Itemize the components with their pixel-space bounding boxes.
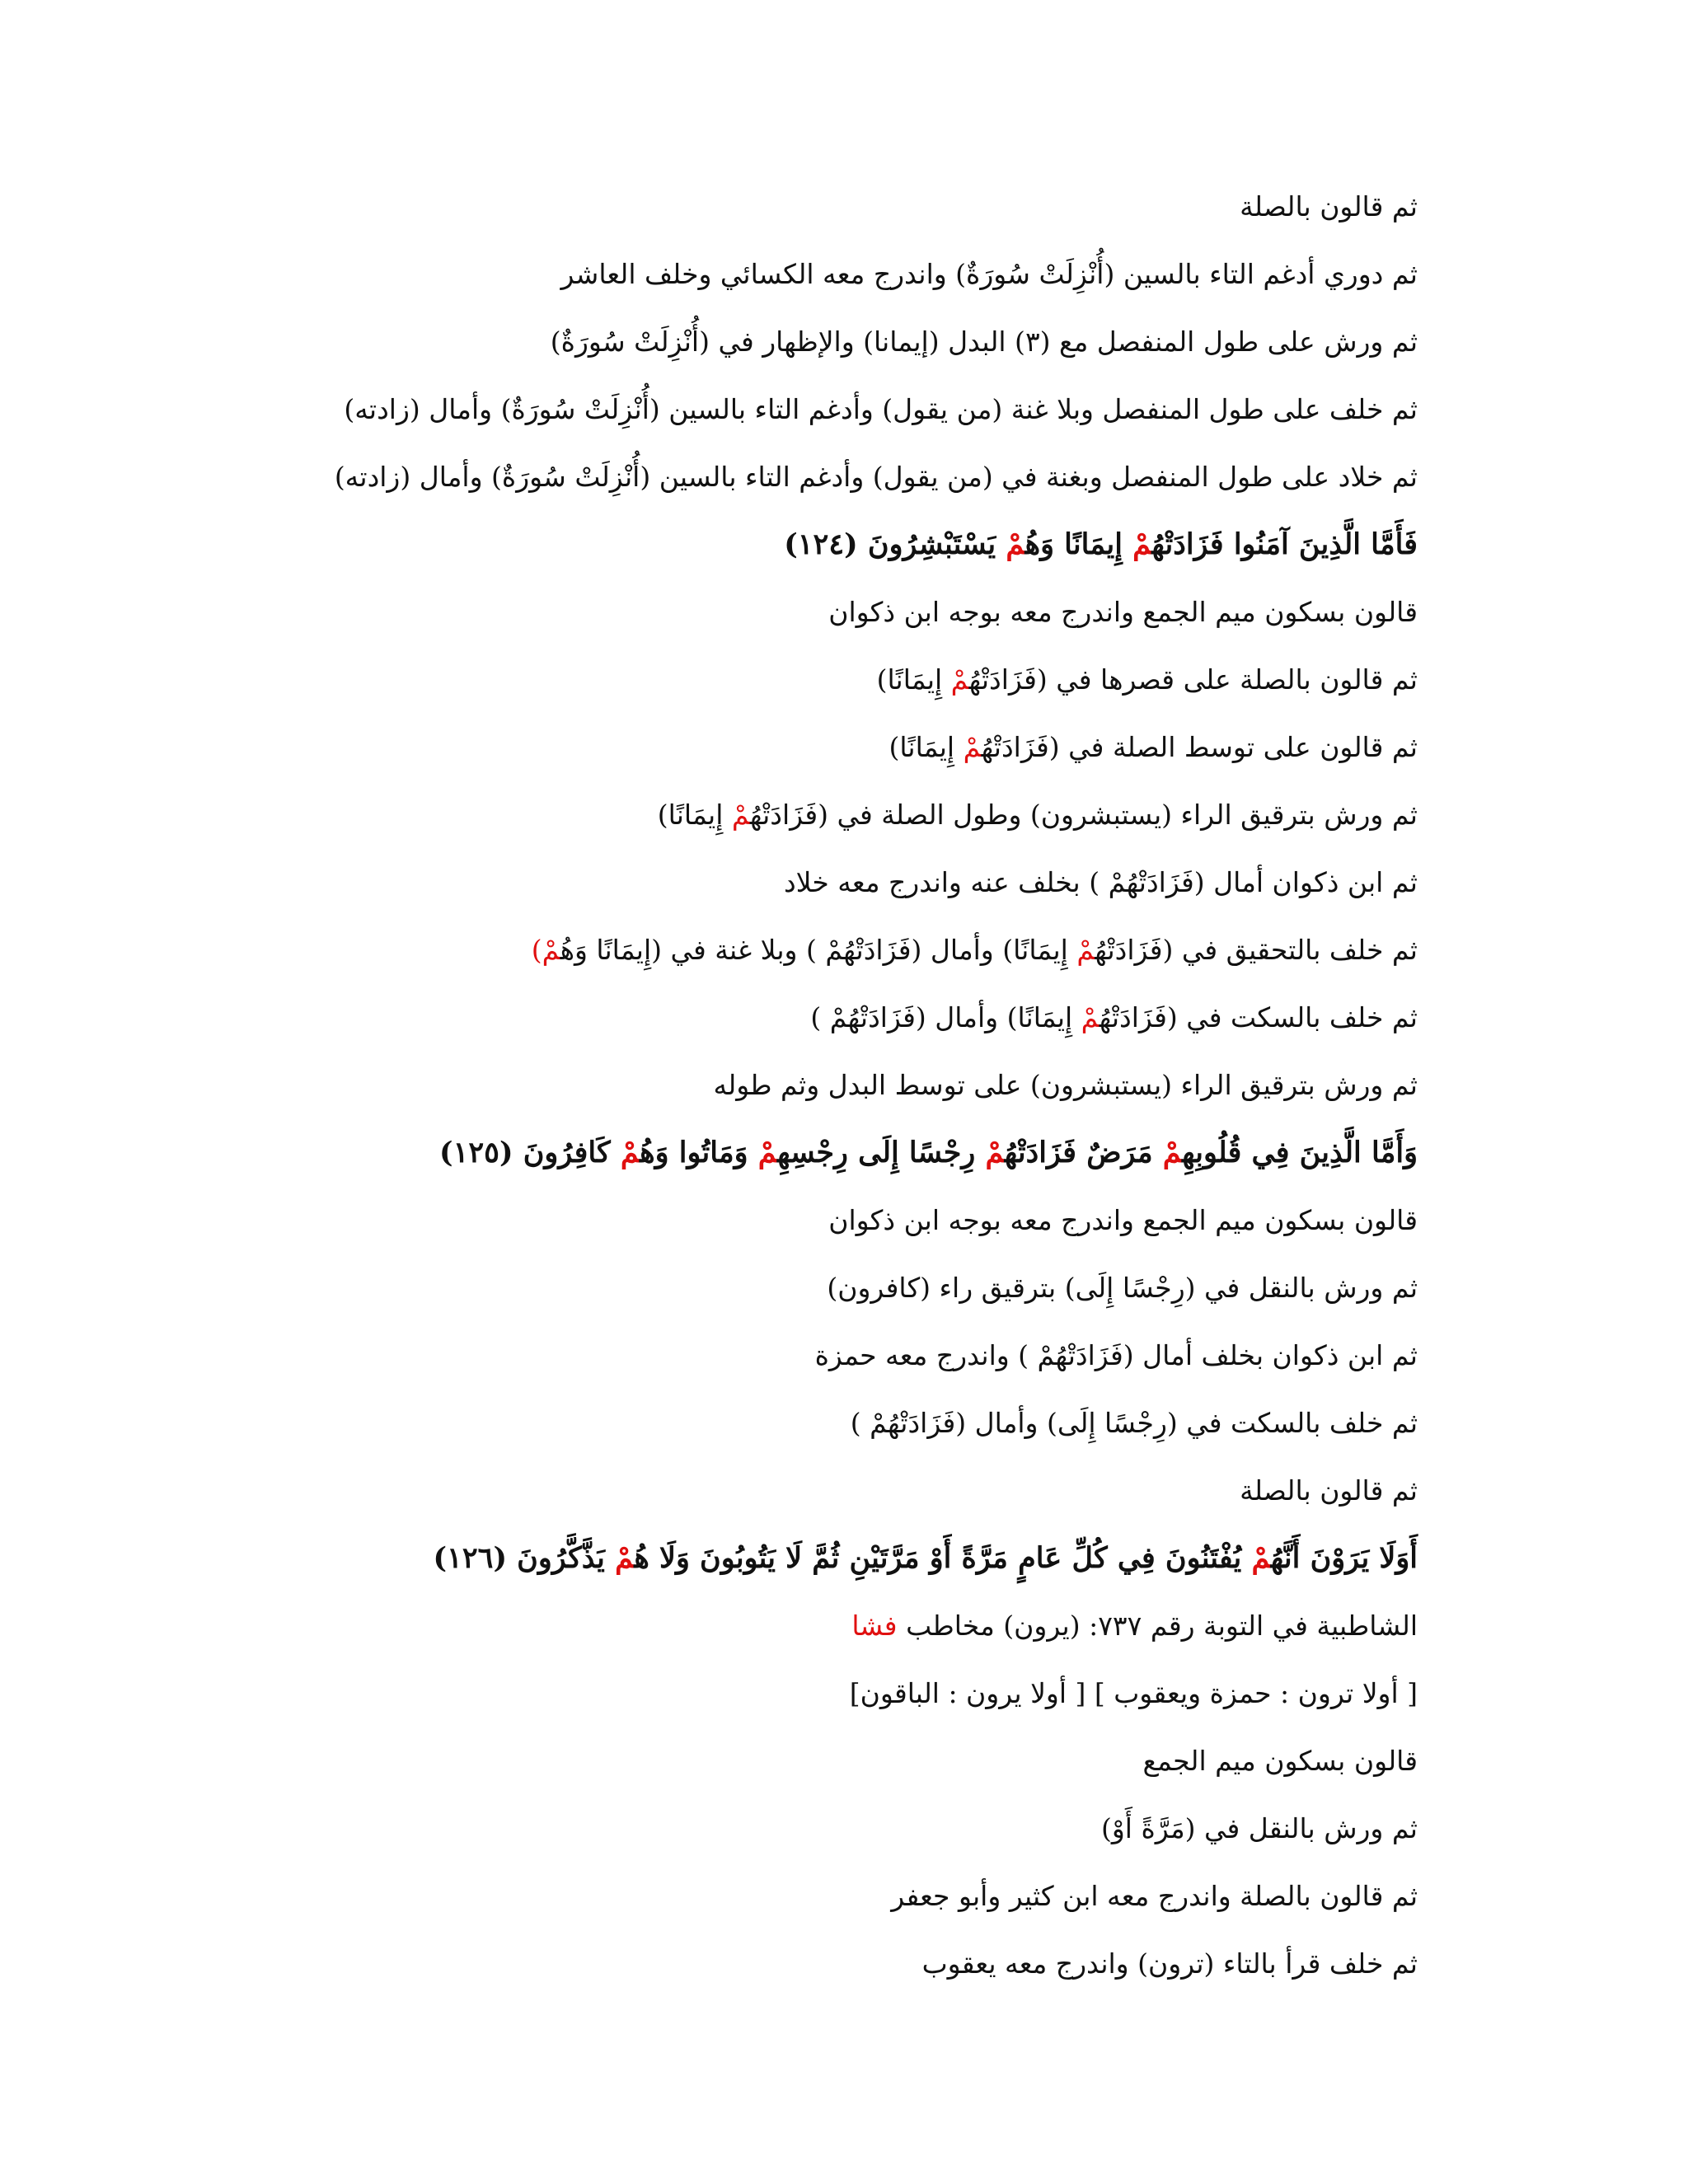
verse-line — [439, 1119, 1418, 1187]
text-segment: ثم قالون بالصلة — [1240, 1474, 1418, 1507]
text-segment: ثم قالون بالصلة — [1240, 190, 1418, 223]
text-line — [462, 1254, 1418, 1322]
text-segment: ثم ورش على طول المنفصل مع (٣) البدل (إيمانا) والإظهار في (أُنْزِلَتْ سُورَةٌ) — [550, 326, 1418, 358]
text-line — [462, 781, 1418, 849]
text-segment: ثم قالون بالصلة واندرج معه ابن كثير وأبو جعفر — [891, 1880, 1418, 1912]
text-segment: وَأَمَّا الَّذِينَ فِي قُلُوبِهِ — [1182, 1136, 1418, 1169]
text-segment: ثم ورش بالنقل في (رِجْسًا إِلَى) بترقيق راء (كافرون) — [827, 1272, 1418, 1304]
highlighted-segment: مْ — [1076, 934, 1095, 966]
text-segment: الشاطبية في التوبة رقم ٧٣٧: (يرون) مخاطب — [897, 1610, 1418, 1642]
text-line — [462, 308, 1418, 376]
text-line — [344, 376, 1418, 443]
text-line — [462, 1863, 1418, 1930]
text-segment: أَوَلَا يَرَوْنَ أَنَّهُ — [1270, 1541, 1418, 1575]
text-line — [462, 1457, 1418, 1525]
highlighted-segment: مْ) — [531, 934, 560, 966]
text-segment: إِيمَانًا) — [876, 663, 951, 696]
text-segment: ثم خلف قرأ بالتاء (ترون) واندرج معه يعقوب — [921, 1947, 1418, 1980]
text-segment: يَسْتَبْشِرُونَ (١٢٤) — [784, 527, 1006, 561]
highlighted-segment: مْ — [731, 799, 750, 831]
text-segment: ثم خلف بالتحقيق في (فَزَادَتْهُ — [1095, 934, 1418, 966]
highlighted-segment: مْ — [1162, 1136, 1183, 1169]
text-line — [462, 849, 1418, 916]
text-line — [462, 1322, 1418, 1390]
text-line — [462, 1930, 1418, 1998]
text-line — [462, 1795, 1418, 1863]
text-segment: رِجْسًا إِلَى رِجْسِهِ — [777, 1136, 986, 1169]
text-segment: فَأَمَّا الَّذِينَ آمَنُوا فَزَادَتْهُ — [1151, 527, 1418, 561]
text-segment: إِيمَانًا) — [889, 731, 964, 763]
text-segment: ثم خلف بالسكت في (فَزَادَتْهُ — [1099, 1001, 1418, 1033]
text-segment: ثم ورش بترقيق الراء (يستبشرون) وطول الصلة في (فَزَادَتْهُ — [749, 799, 1418, 831]
text-segment: ثم قالون بالصلة على قصرها في (فَزَادَتْهُ — [968, 663, 1418, 696]
text-segment: ثم خلاد على طول المنفصل وبغنة في (من يقول) وأدغم التاء بالسين (أُنْزِلَتْ سُورَةٌ) وأمال (زادته) — [334, 461, 1418, 493]
text-line — [462, 714, 1418, 781]
text-segment: مَرَضٌ فَزَادَتْهُ — [1004, 1136, 1163, 1169]
text-line — [462, 916, 1418, 984]
highlighted-segment: مْ — [757, 1136, 778, 1169]
text-segment: يُفْتَنُونَ فِي كُلِّ عَامٍ مَرَّةً أَوْ مَرَّتَيْنِ ثُمَّ لَا يَتُوبُونَ وَلَا هُ — [634, 1541, 1252, 1575]
text-segment: ثم ورش بالنقل في (مَرَّةً أَوْ) — [1101, 1812, 1418, 1844]
text-segment: ثم ابن ذكوان أمال (فَزَادَتْهُمْ ) بخلف عنه واندرج معه خلاد — [783, 866, 1418, 898]
text-segment: ثم دوري أدغم التاء بالسين (أُنْزِلَتْ سُورَةٌ) واندرج معه الكسائي وخلف العاشر — [560, 258, 1418, 290]
text-segment: [ أولا ترون : حمزة ويعقوب ] [ أولا يرون : الباقون] — [849, 1677, 1418, 1709]
text-line — [334, 443, 1418, 511]
text-segment: ثم خلف على طول المنفصل وبلا غنة (من يقول) وأدغم التاء بالسين (أُنْزِلَتْ سُورَةٌ) وأمال (زادته) — [344, 393, 1418, 425]
text-segment: ثم خلف بالسكت في (رِجْسًا إِلَى) وأمال (فَزَادَتْهُمْ ) — [850, 1407, 1418, 1439]
text-line — [462, 241, 1418, 308]
text-line — [462, 1187, 1418, 1254]
text-segment: وَمَاتُوا وَهُ — [640, 1136, 758, 1169]
text-line — [462, 1727, 1418, 1795]
text-line — [462, 1390, 1418, 1457]
text-segment: قالون بسكون ميم الجمع واندرج معه بوجه ابن ذكوان — [828, 596, 1418, 628]
text-line — [462, 646, 1418, 714]
document-body — [334, 173, 1418, 1998]
text-segment: ثم ورش بترقيق الراء (يستبشرون) على توسط البدل وثم طوله — [713, 1069, 1418, 1101]
highlighted-segment: مْ — [1081, 1001, 1100, 1033]
highlighted-segment: مْ — [615, 1541, 635, 1575]
highlighted-segment: مْ — [1006, 527, 1025, 561]
text-segment: إِيمَانًا) وأمال (فَزَادَتْهُمْ ) — [810, 1001, 1081, 1033]
text-line — [462, 579, 1418, 646]
highlighted-segment: مْ — [1251, 1541, 1271, 1575]
highlighted-segment: مْ — [1132, 527, 1152, 561]
highlighted-segment: مْ — [985, 1136, 1005, 1169]
text-line — [462, 1592, 1418, 1660]
verse-line — [462, 511, 1418, 579]
text-segment: ثم قالون على توسط الصلة في (فَزَادَتْهُ — [981, 731, 1418, 763]
highlighted-segment: فشا — [851, 1610, 898, 1642]
highlighted-segment: مْ — [963, 731, 982, 763]
verse-line — [433, 1525, 1418, 1592]
text-line — [462, 1052, 1418, 1119]
text-segment: ثم ابن ذكوان بخلف أمال (فَزَادَتْهُمْ ) واندرج معه حمزة — [814, 1339, 1418, 1371]
text-segment: إِيمَانًا) — [657, 799, 732, 831]
text-segment: إِيمَانًا) وأمال (فَزَادَتْهُمْ ) وبلا غنة في (إِيمَانًا وَهُ — [560, 934, 1077, 966]
text-line — [462, 173, 1418, 241]
text-segment: إِيمَانًا وَهُ — [1025, 527, 1133, 561]
highlighted-segment: مْ — [950, 663, 969, 696]
highlighted-segment: مْ — [620, 1136, 640, 1169]
text-line — [462, 984, 1418, 1052]
text-line — [462, 1660, 1418, 1727]
text-segment: قالون بسكون ميم الجمع واندرج معه بوجه ابن ذكوان — [828, 1204, 1418, 1236]
text-segment: كَافِرُونَ (١٢٥) — [439, 1136, 621, 1169]
text-segment: قالون بسكون ميم الجمع — [1142, 1745, 1418, 1777]
text-segment: يَذَّكَّرُونَ (١٢٦) — [433, 1541, 616, 1575]
